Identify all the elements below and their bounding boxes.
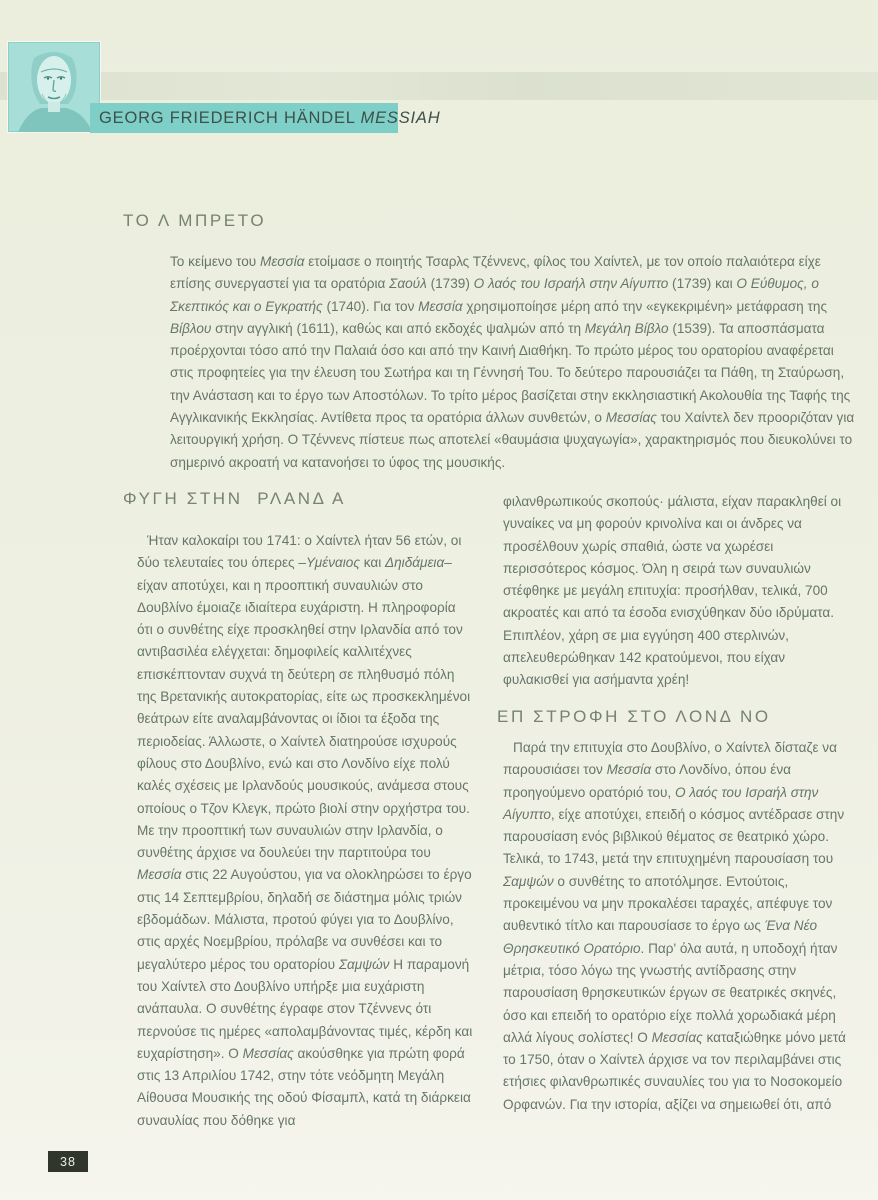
paragraph-london: Παρά την επιτυχία στο Δουβλίνο, ο Χαίντελ δίσταζε να παρουσιάσει τον Μεσσία στο Λονδίνο, όπου ένα προηγούμενο ορατόριό του, Ο λαός του Ισραήλ στην Αίγυπτο, είχε αποτύχει, επειδή ο κόσμος αντέδρασε στην παρουσίαση ενός βιβλικού θέματος σε θεατρικό χώρο. Τελικά, το 1743, μετά την επιτυχημένη παρουσίαση του Σαμψών ο συνθέτης το αποτόλμησε. Εντούτοις, προκειμένου να μην προκαλέσει ταραχές, απέφυγε τον αυθεντικό τίτλο και παρουσίασε το έργο ως Ένα Νέο Θρησκευτικό Ορατόριο. Παρ' όλα αυτά, η υποδοχή ήταν μέτρια, τόσο λόγω της γνωστής αντίδρασης στην παρουσίαση θρησκευτικών έργων σε θεατρικές σκηνές, όσο και επειδή το ορατόριο είχε πολλά χορωδιακά μέρη αλλά λίγους σολίστες! Ο Μεσσίας καταξιώθηκε μόνο μετά το 1750, όταν ο Χαίντελ άρχισε να τον περιλαμβάνει στις ετήσιες φιλανθρωπικές συναυλίες του για το Νοσοκομείο Ορφανών. Για την ιστορία, αξίζει να σημειωθεί ότι, από bbox=[503, 740, 846, 1112]
section-heading-ireland: ΦΥΓΗ ΣΤΗΝ ΡΛΑΝΔ Α bbox=[123, 489, 347, 508]
page-title: GEORG FRIEDERICH HÄNDEL MESSIAH bbox=[99, 108, 441, 127]
section-heading-libretto: ΤΟ Λ ΜΠΡΕΤΟ bbox=[123, 211, 267, 230]
paragraph-ireland-right-column: φιλανθρωπικούς σκοπούς· μάλιστα, είχαν παρακληθεί οι γυναίκες να μη φορούν κρινολίνα και οι άνδρες να προσέλθουν χωρίς σπαθιά, ώστε να χωρέσει περισσότερος κόσμος. Όλη η σειρά των συναυλιών στέφθηκε με μεγάλη επιτυχία: προσήλθαν, τελικά, 700 ακροατές και από τα έσοδα ενισχύθηκαν δύο ιδρύματα. Επιπλέον, χάρη σε μια εγγύηση 400 στερλινών, απελευθερώθηκαν 142 κρατούμενοι, που είχαν φυλακισθεί για ασήμαντα χρέη! bbox=[503, 494, 842, 688]
page-number-badge bbox=[48, 1151, 88, 1172]
paragraph-ireland-left-column: Ήταν καλοκαίρι του 1741: ο Χαίντελ ήταν 56 ετών, οι δύο τελευταίες του όπερες –Υμέναιος και Δηιδάμεια– είχαν αποτύχει, και η προοπτική συναυλιών στο Δουβλίνο έμοιαζε ιδιαίτερα ευχάριστη. Η πληροφορία ότι ο συνθέτης είχε προσκληθεί στην Ιρλανδία από τον αντιβασιλέα ελέγχεται: δημοφιλείς καλλιτέχνες επισκέπτονταν συχνά τη δεύτερη σε πληθυσμό πόλη της Βρετανικής αυτοκρατορίας, είτε ως προσκεκλημένοι θεάτρων είτε αναλαμβάνοντας οι ίδιοι τα έξοδα της περιοδείας. Άλλωστε, ο Χαίντελ διατηρούσε ισχυρούς φίλους στο Δουβλίνο, ενώ και στο Λονδίνο είχε πολύ καλές σχέσεις με Ιρλανδούς μουσικούς, ανάμεσα στους οποίους ο Τζον Κλεγκ, πρώτο βιολί στην ορχήστρα του. Με την προοπτική των συναυλιών στην Ιρλανδία, ο συνθέτης άρχισε να δουλεύει την παρτιτούρα του Μεσσία στις 22 Αυγούστου, για να ολοκληρώσει το έργο στις 14 Σεπτεμβρίου, δηλαδή σε διάστημα μόλις τριών εβδομάδων. Μάλιστα, προτού φύγει για το Δουβλίνο, στις αρχές Νοεμβρίου, πρόλαβε να συνθέσει και το μεγαλύτερο μέρος του ορατορίου Σαμψών Η παραμονή του Χαίντελ στο Δουβλίνο υπήρξε μια ευχάριστη ανάπαυλα. Ο συνθέτης έγραφε στον Τζέννενς ότι περνούσε τις ημέρες «απολαμβάνοντας τιμές, κέρδη και ευχαρίστηση». Ο Μεσσίας ακούσθηκε για πρώτη φορά στις 13 Απριλίου 1742, στην τότε νεόδμητη Μεγάλη Αίθουσα Μουσικής της οδού Φίσαμπλ, κατά τη διάρκεια συναυλίας που δόθηκε για bbox=[137, 533, 473, 1128]
handel-portrait-image bbox=[8, 42, 100, 132]
title-banner bbox=[90, 103, 441, 133]
page-number: 38 bbox=[60, 1154, 76, 1169]
header-band bbox=[0, 72, 878, 100]
handel-portrait bbox=[8, 42, 100, 132]
paragraph-libretto: Το κείμενο του Μεσσία ετοίμασε ο ποιητής Τσαρλς Τζέννενς, φίλος του Χαίντελ, με τον οποίο παλαιότερα είχε επίσης συνεργαστεί για τα ορατόρια Σαούλ (1739) Ο λαός του Ισραήλ στην Αίγυπτο (1739) και Ο Εύθυμος, ο Σκεπτικός και ο Εγκρατής (1740). Για τον Μεσσία χρησιμοποίησε μέρη από την «εγκεκριμένη» μετάφραση της Βίβλου στην αγγλική (1611), καθώς και από εκδοχές ψαλμών από τη Μεγάλη Βίβλο (1539). Τα αποσπάσματα προέρχονται τόσο από την Παλαιά όσο και από την Καινή Διαθήκη. Το πρώτο μέρος του ορατορίου αναφέρεται στις προφητείες για την έλευση του Σωτήρα και τη Γέννησή Του. Το δεύτερο παρουσιάζει τα Πάθη, τη Σταύρωση, την Ανάσταση και το έργο των Αποστόλων. Το τρίτο μέρος βασίζεται στην εκκλησιαστική Ακολουθία της Ταφής της Αγγλικανικής Εκκλησίας. Αντίθετα προς τα ορατόρια άλλων συνθετών, ο Μεσσίας του Χαίντελ δεν προοριζόταν για λειτουργική χρήση. Ο Τζέννενς πίστευε πως αποτελεί «θαυμάσια ψυχαγωγία», χαρακτηρισμός που διευκολύνει το σημερινό ακροατή να κατανοήσει το ύφος της μουσικής. bbox=[170, 254, 855, 470]
section-heading-london: ΕΠ ΣΤΡΟΦΗ ΣΤΟ ΛΟΝΔ ΝΟ bbox=[497, 707, 771, 726]
